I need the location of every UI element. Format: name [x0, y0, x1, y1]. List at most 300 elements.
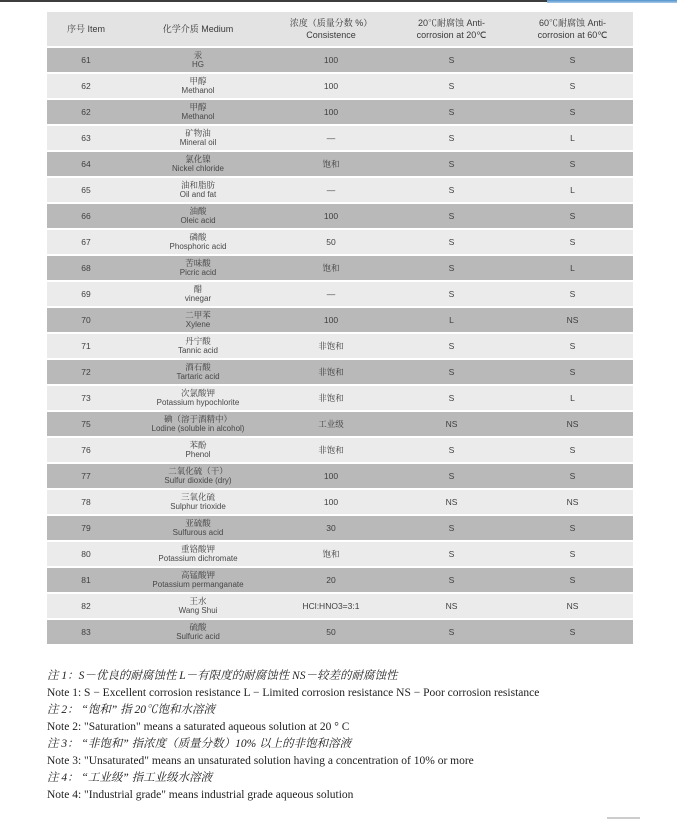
header-medium-label: 化学介质 Medium: [162, 24, 234, 34]
medium-name-en: Potassium hypochlorite: [156, 398, 240, 407]
medium-cell: [125, 412, 271, 436]
item-number-cell: [47, 204, 125, 228]
footnote-line: Note 3: "Unsaturated" means an unsaturated solution having a concentration of 10% or more: [47, 755, 474, 767]
consistence-value: 100: [323, 107, 339, 117]
anticorrosion-60-cell: [512, 282, 633, 306]
anticorrosion-20-value: L: [449, 315, 454, 325]
medium-cell: [125, 100, 271, 124]
table-row: [47, 74, 633, 98]
table-row: [47, 516, 633, 540]
consistence-cell: [271, 178, 391, 202]
consistence-value: 非饱和: [318, 341, 344, 351]
table-row: [47, 230, 633, 254]
anticorrosion-60-value: S: [569, 367, 576, 377]
medium-cell: [125, 334, 271, 358]
consistence-cell: [271, 542, 391, 566]
item-number: 61: [81, 55, 91, 65]
medium-cell: [125, 152, 271, 176]
anticorrosion-20-cell: [391, 438, 512, 462]
anticorrosion-60-value: S: [569, 549, 576, 559]
anticorrosion-60-value: S: [569, 81, 576, 91]
medium-name-en: Sulphur trioxide: [170, 502, 226, 511]
anticorrosion-60-value: S: [569, 575, 576, 585]
anticorrosion-20-value: S: [448, 211, 455, 221]
table-row: [47, 568, 633, 592]
anticorrosion-60-value: L: [570, 263, 575, 273]
medium-name-en: Tartaric acid: [176, 372, 220, 381]
consistence-cell: [271, 334, 391, 358]
item-number-cell: [47, 542, 125, 566]
item-number: 79: [81, 523, 91, 533]
anticorrosion-20-cell: [391, 360, 512, 384]
item-number: 63: [81, 133, 91, 143]
anticorrosion-20-cell: [391, 386, 512, 410]
anticorrosion-20-cell: [391, 48, 512, 72]
medium-name-cn: 高锰酸钾: [180, 570, 215, 580]
anticorrosion-60-value: S: [569, 55, 576, 65]
medium-name-cn: 油和脂肪: [180, 180, 215, 190]
consistence-value: 50: [326, 627, 336, 637]
medium-name-en: Methanol: [181, 86, 215, 95]
item-number-cell: [47, 230, 125, 254]
anticorrosion-60-value: NS: [566, 315, 579, 325]
anticorrosion-20-cell: [391, 152, 512, 176]
anticorrosion-20-cell: [391, 100, 512, 124]
table-row: [47, 204, 633, 228]
item-number: 82: [81, 601, 91, 611]
anticorrosion-60-value: L: [570, 185, 575, 195]
medium-name-cn: 醋: [193, 284, 203, 294]
medium-name-en: Tannic acid: [177, 346, 219, 355]
medium-cell: [125, 74, 271, 98]
medium-cell: [125, 230, 271, 254]
medium-name-cn: 磷酸: [189, 232, 207, 242]
item-number-cell: [47, 568, 125, 592]
table-row: [47, 126, 633, 150]
item-number: 64: [81, 159, 91, 169]
anticorrosion-20-value: NS: [445, 497, 458, 507]
table-row: [47, 464, 633, 488]
medium-cell: [125, 516, 271, 540]
consistence-cell: [271, 282, 391, 306]
medium-name-en: Methanol: [181, 112, 215, 121]
consistence-cell: [271, 386, 391, 410]
medium-name-cn: 油酸: [189, 206, 207, 216]
medium-name-en: Phosphoric acid: [169, 242, 227, 251]
consistence-value: 100: [323, 315, 339, 325]
medium-name-cn: 次氯酸钾: [180, 388, 215, 398]
anticorrosion-60-cell: [512, 620, 633, 644]
item-number: 81: [81, 575, 91, 585]
consistence-cell: [271, 620, 391, 644]
consistence-value: 100: [323, 81, 339, 91]
medium-cell: [125, 568, 271, 592]
item-number: 78: [81, 497, 91, 507]
anticorrosion-20-cell: [391, 308, 512, 332]
medium-name-en: Potassium permanganate: [152, 580, 244, 589]
footnote-line: Note 1: S − Excellent corrosion resistance L − Limited corrosion resistance NS − Poor corrosion resistance: [47, 687, 540, 699]
medium-cell: [125, 48, 271, 72]
page-top-gray-line: [0, 0, 547, 2]
anticorrosion-60-cell: [512, 542, 633, 566]
anticorrosion-60-value: S: [569, 289, 576, 299]
header-consistence-column: [271, 12, 391, 46]
medium-name-cn: 重铬酸钾: [180, 544, 215, 554]
consistence-cell: [271, 568, 391, 592]
medium-name-cn: 三氧化硫: [180, 492, 215, 502]
anticorrosion-60-value: S: [569, 211, 576, 221]
footnote-line: Note 2: "Saturation" means a saturated aqueous solution at 20 ° C: [47, 721, 350, 733]
item-number-cell: [47, 490, 125, 514]
table-row: [47, 282, 633, 306]
item-number-cell: [47, 100, 125, 124]
medium-cell: [125, 490, 271, 514]
item-number: 72: [81, 367, 91, 377]
medium-name-en: Phenol: [185, 450, 211, 459]
item-number: 67: [81, 237, 91, 247]
medium-cell: [125, 386, 271, 410]
anticorrosion-60-value: S: [569, 445, 576, 455]
consistence-value: HCl:HNO3=3:1: [302, 601, 360, 611]
item-number-cell: [47, 152, 125, 176]
consistence-value: 20: [326, 575, 336, 585]
medium-name-en: Nickel chloride: [171, 164, 225, 173]
medium-name-cn: 甲醇: [189, 76, 207, 86]
anticorrosion-60-cell: [512, 256, 633, 280]
anticorrosion-60-value: S: [569, 237, 576, 247]
medium-name-en: Sulfurous acid: [172, 528, 224, 537]
anticorrosion-60-cell: [512, 152, 633, 176]
anticorrosion-20-cell: [391, 568, 512, 592]
consistence-cell: [271, 100, 391, 124]
item-number-cell: [47, 126, 125, 150]
medium-name-cn: 丹宁酸: [185, 336, 211, 346]
item-number-cell: [47, 308, 125, 332]
table-row: [47, 178, 633, 202]
anticorrosion-20-cell: [391, 412, 512, 436]
table-row: [47, 334, 633, 358]
consistence-cell: [271, 48, 391, 72]
anticorrosion-60-value: S: [569, 627, 576, 637]
item-number: 76: [81, 445, 91, 455]
medium-name-en: Sulfur dioxide (dry): [164, 476, 232, 485]
table-row: [47, 100, 633, 124]
anticorrosion-20-value: NS: [445, 601, 458, 611]
footnote-line: 注 3： “非饱和” 指浓度（质量分数）10% 以上的非饱和溶液: [47, 738, 352, 750]
medium-name-cn: 汞: [193, 50, 203, 60]
medium-name-cn: 王水: [189, 596, 207, 606]
header-anticorrosion-20-line1: 20℃耐腐蚀 Anti-: [417, 18, 486, 28]
anticorrosion-60-cell: [512, 412, 633, 436]
table-row: [47, 152, 633, 176]
chemical-resistance-table: [47, 12, 633, 644]
consistence-cell: [271, 516, 391, 540]
consistence-cell: [271, 594, 391, 618]
medium-cell: [125, 126, 271, 150]
anticorrosion-20-value: S: [448, 159, 455, 169]
page-bottom-mark: [607, 817, 640, 819]
item-number-cell: [47, 594, 125, 618]
consistence-value: 非饱和: [318, 367, 344, 377]
anticorrosion-60-value: NS: [566, 419, 579, 429]
consistence-cell: [271, 256, 391, 280]
item-number: 80: [81, 549, 91, 559]
medium-name-en: Sulfuric acid: [176, 632, 220, 641]
item-number: 71: [81, 341, 91, 351]
anticorrosion-60-cell: [512, 230, 633, 254]
header-item-label: 序号 Item: [66, 24, 105, 34]
anticorrosion-20-value: S: [448, 393, 455, 403]
anticorrosion-20-value: S: [448, 523, 455, 533]
item-number-cell: [47, 620, 125, 644]
footnote-line: Note 4: "Industrial grade" means industrial grade aqueous solution: [47, 789, 354, 801]
anticorrosion-60-cell: [512, 204, 633, 228]
anticorrosion-20-value: S: [448, 55, 455, 65]
table-body: [47, 48, 633, 644]
consistence-value: 100: [323, 55, 339, 65]
consistence-value: 100: [323, 497, 339, 507]
consistence-cell: [271, 152, 391, 176]
footnotes: [47, 668, 647, 804]
item-number: 66: [81, 211, 91, 221]
table-row: [47, 594, 633, 618]
item-number: 62: [81, 81, 91, 91]
medium-name-en: HG: [192, 60, 204, 69]
medium-name-en: Wang Shui: [178, 606, 218, 615]
table-row: [47, 48, 633, 72]
anticorrosion-60-cell: [512, 568, 633, 592]
anticorrosion-20-value: S: [448, 237, 455, 247]
consistence-cell: [271, 360, 391, 384]
anticorrosion-20-cell: [391, 282, 512, 306]
anticorrosion-20-cell: [391, 74, 512, 98]
consistence-cell: [271, 464, 391, 488]
medium-name-cn: 苯酚: [189, 440, 207, 450]
item-number-cell: [47, 74, 125, 98]
anticorrosion-60-cell: [512, 126, 633, 150]
item-number: 62: [81, 107, 91, 117]
anticorrosion-60-value: L: [570, 393, 575, 403]
anticorrosion-60-value: NS: [566, 601, 579, 611]
consistence-value: 饱和: [322, 159, 340, 169]
anticorrosion-20-value: S: [448, 289, 455, 299]
anticorrosion-20-value: S: [448, 575, 455, 585]
consistence-value: 非饱和: [318, 393, 344, 403]
anticorrosion-20-value: S: [448, 549, 455, 559]
anticorrosion-60-cell: [512, 308, 633, 332]
header-anticorrosion-60-line1: 60℃耐腐蚀 Anti-: [538, 18, 607, 28]
anticorrosion-20-cell: [391, 230, 512, 254]
anticorrosion-20-value: S: [448, 81, 455, 91]
medium-cell: [125, 178, 271, 202]
item-number: 70: [81, 315, 91, 325]
consistence-cell: [271, 490, 391, 514]
consistence-cell: [271, 204, 391, 228]
item-number: 68: [81, 263, 91, 273]
table-row: [47, 542, 633, 566]
medium-cell: [125, 620, 271, 644]
medium-name-cn: 矿物油: [185, 128, 211, 138]
table-row: [47, 360, 633, 384]
table-row: [47, 438, 633, 462]
medium-name-en: Oil and fat: [179, 190, 217, 199]
item-number: 73: [81, 393, 91, 403]
consistence-cell: [271, 74, 391, 98]
table-row: [47, 386, 633, 410]
item-number-cell: [47, 464, 125, 488]
page-top-blue-line: [547, 0, 677, 3]
anticorrosion-60-value: S: [569, 159, 576, 169]
anticorrosion-60-cell: [512, 334, 633, 358]
anticorrosion-20-value: S: [448, 133, 455, 143]
anticorrosion-20-cell: [391, 334, 512, 358]
medium-name-en: Xylene: [185, 320, 211, 329]
anticorrosion-20-cell: [391, 204, 512, 228]
anticorrosion-20-value: S: [448, 367, 455, 377]
anticorrosion-60-cell: [512, 516, 633, 540]
footnote-line: 注 2： “饱和” 指 20℃饱和水溶液: [47, 704, 216, 716]
table-row: [47, 308, 633, 332]
medium-cell: [125, 282, 271, 306]
item-number-cell: [47, 360, 125, 384]
item-number-cell: [47, 438, 125, 462]
footnote-line: 注 1：S－优良的耐腐蚀性 L－有限度的耐腐蚀性 NS－较差的耐腐蚀性: [47, 670, 398, 682]
anticorrosion-20-cell: [391, 542, 512, 566]
consistence-value: 30: [326, 523, 336, 533]
medium-cell: [125, 594, 271, 618]
consistence-value: 非饱和: [318, 445, 344, 455]
item-number-cell: [47, 256, 125, 280]
medium-name-en: Potassium dichromate: [158, 554, 238, 563]
header-item-column: [47, 12, 125, 46]
medium-name-cn: 酒石酸: [185, 362, 211, 372]
medium-cell: [125, 360, 271, 384]
consistence-value: 100: [323, 471, 339, 481]
medium-name-en: Mineral oil: [179, 138, 217, 147]
anticorrosion-60-cell: [512, 48, 633, 72]
anticorrosion-60-cell: [512, 178, 633, 202]
anticorrosion-20-value: S: [448, 445, 455, 455]
item-number-cell: [47, 334, 125, 358]
anticorrosion-60-value: S: [569, 341, 576, 351]
consistence-cell: [271, 126, 391, 150]
consistence-value: 50: [326, 237, 336, 247]
medium-cell: [125, 308, 271, 332]
anticorrosion-20-value: S: [448, 471, 455, 481]
anticorrosion-20-value: S: [448, 107, 455, 117]
item-number: 65: [81, 185, 91, 195]
item-number: 77: [81, 471, 91, 481]
consistence-value: —: [326, 289, 336, 299]
header-medium-column: [125, 12, 271, 46]
consistence-cell: [271, 308, 391, 332]
anticorrosion-60-cell: [512, 100, 633, 124]
anticorrosion-20-value: S: [448, 341, 455, 351]
medium-name-cn: 氯化镍: [185, 154, 211, 164]
medium-cell: [125, 438, 271, 462]
anticorrosion-20-cell: [391, 516, 512, 540]
medium-name-cn: 硫酸: [189, 622, 207, 632]
anticorrosion-60-cell: [512, 490, 633, 514]
anticorrosion-20-value: NS: [445, 419, 458, 429]
anticorrosion-60-cell: [512, 360, 633, 384]
anticorrosion-60-value: NS: [566, 497, 579, 507]
item-number: 69: [81, 289, 91, 299]
anticorrosion-60-cell: [512, 438, 633, 462]
anticorrosion-60-cell: [512, 594, 633, 618]
anticorrosion-20-value: S: [448, 185, 455, 195]
item-number-cell: [47, 48, 125, 72]
header-anticorrosion-60-line2: corrosion at 60℃: [537, 30, 608, 40]
anticorrosion-20-cell: [391, 256, 512, 280]
anticorrosion-60-cell: [512, 74, 633, 98]
medium-name-cn: 二氧化硫（干）: [168, 466, 228, 476]
anticorrosion-60-value: S: [569, 523, 576, 533]
anticorrosion-20-cell: [391, 490, 512, 514]
consistence-value: 工业级: [318, 419, 344, 429]
medium-name-cn: 苦味酸: [185, 258, 211, 268]
medium-name-en: Oleic acid: [180, 216, 216, 225]
medium-name-cn: 碘（溶于酒精中）: [163, 414, 232, 424]
medium-cell: [125, 542, 271, 566]
item-number-cell: [47, 386, 125, 410]
medium-name-en: Lodine (soluble in alcohol): [151, 424, 245, 433]
header-consistence-label-cn: 浓度（质量分数 %）: [289, 18, 373, 28]
medium-cell: [125, 204, 271, 228]
header-consistence-label-en: Consistence: [306, 30, 356, 40]
item-number: 75: [81, 419, 91, 429]
consistence-value: —: [326, 133, 336, 143]
item-number-cell: [47, 178, 125, 202]
table-row: [47, 412, 633, 436]
header-anticorrosion-20-column: [391, 12, 512, 46]
medium-name-en: Picric acid: [179, 268, 217, 277]
consistence-cell: [271, 230, 391, 254]
consistence-cell: [271, 412, 391, 436]
anticorrosion-20-value: S: [448, 627, 455, 637]
table-header-row: [47, 12, 633, 46]
anticorrosion-20-cell: [391, 594, 512, 618]
table-row: [47, 256, 633, 280]
medium-cell: [125, 464, 271, 488]
consistence-cell: [271, 438, 391, 462]
footnote-line: 注 4： “工业级” 指工业级水溶液: [47, 772, 213, 784]
anticorrosion-60-value: S: [569, 471, 576, 481]
consistence-value: 100: [323, 211, 339, 221]
anticorrosion-20-cell: [391, 178, 512, 202]
anticorrosion-20-value: S: [448, 263, 455, 273]
medium-name-en: vinegar: [184, 294, 212, 303]
anticorrosion-20-cell: [391, 620, 512, 644]
table-row: [47, 620, 633, 644]
anticorrosion-60-value: S: [569, 107, 576, 117]
medium-name-cn: 二甲苯: [185, 310, 211, 320]
anticorrosion-20-cell: [391, 126, 512, 150]
anticorrosion-60-cell: [512, 464, 633, 488]
header-anticorrosion-20-line2: corrosion at 20℃: [416, 30, 487, 40]
anticorrosion-60-cell: [512, 386, 633, 410]
item-number-cell: [47, 412, 125, 436]
anticorrosion-20-cell: [391, 464, 512, 488]
medium-name-cn: 甲醇: [189, 102, 207, 112]
header-anticorrosion-60-column: [512, 12, 633, 46]
table-row: [47, 490, 633, 514]
medium-cell: [125, 256, 271, 280]
consistence-value: —: [326, 185, 336, 195]
consistence-value: 饱和: [322, 263, 340, 273]
anticorrosion-60-value: L: [570, 133, 575, 143]
item-number-cell: [47, 282, 125, 306]
